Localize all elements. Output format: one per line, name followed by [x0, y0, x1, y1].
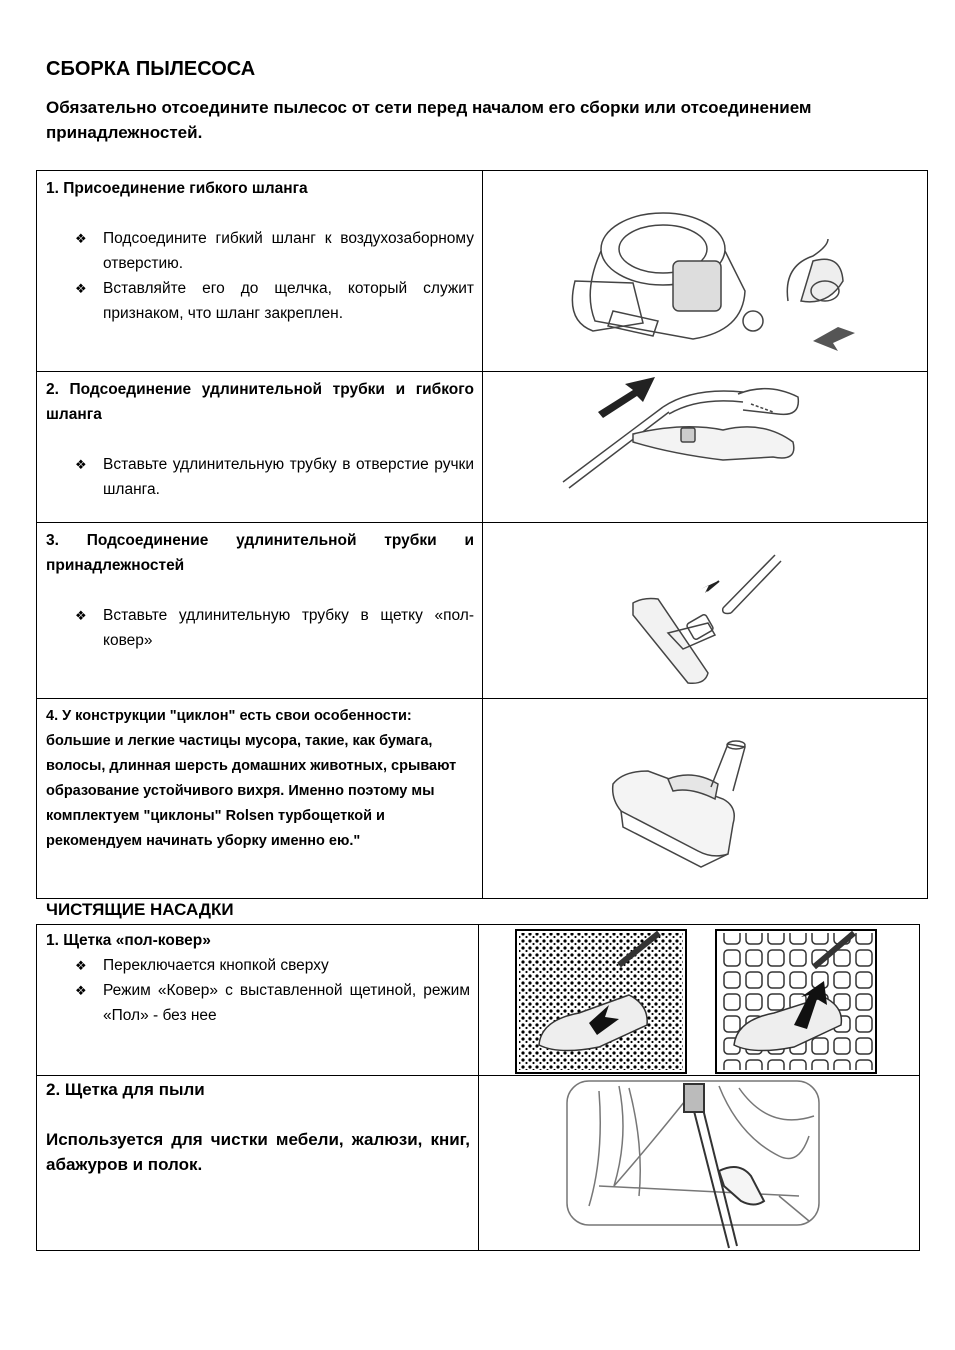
tube-brush-illustration: [483, 523, 928, 699]
nozzle-1-bullet-2: ❖ Режим «Ковер» с выставленной щетиной, режим «Пол» - без нее: [103, 978, 470, 1028]
vacuum-hose-illustration: [483, 171, 928, 372]
assembly-row-tube-brush: [37, 523, 928, 699]
step-3-bullet-1: ❖ Вставьте удлинительную трубку в щетку «пол-ковер»: [103, 603, 474, 653]
step-2-heading: 2. Подсоединение удлинительной трубки и гибкого шланга: [46, 381, 474, 423]
assembly-row-tube-hose: [37, 372, 928, 523]
floor-carpet-brush-illustration: [479, 925, 920, 1076]
dust-brush-illustration: [479, 1076, 920, 1251]
nozzles-section-title: ЧИСТЯЩИЕ НАСАДКИ: [46, 900, 234, 919]
nozzle-2-description: Используется для чистки мебели, жалюзи, книг, абажуров и полок.: [46, 1130, 470, 1174]
floor-mode-panel: [716, 930, 876, 1073]
nozzles-table: [36, 924, 920, 1251]
nozzle-1-bullet-1: ❖ Переключается кнопкой сверху: [103, 953, 470, 978]
carpet-mode-panel: [516, 930, 686, 1073]
turbo-brush-illustration: [483, 699, 928, 899]
step-3-heading: 3. Подсоединение удлинительной трубки и принадлежностей: [46, 532, 474, 574]
nozzle-2-heading: 2. Щетка для пыли: [46, 1080, 205, 1099]
step-1-bullet-2: ❖ Вставляйте его до щелчка, который служит признаком, что шланг закреплен.: [103, 276, 474, 326]
assembly-row-turbo-brush: [37, 699, 928, 899]
page-title: СБОРКА ПЫЛЕСОСА: [46, 58, 256, 80]
step-1-bullet-1: ❖ Подсоедините гибкий шланг к воздухозаборному отверстию.: [103, 226, 474, 276]
step-4-text: 4. У конструкции "циклон" есть свои особенности: большие и легкие частицы мусора, такие, как бумага, волосы, длинная шерсть домашних животных, срывают образование устойчивого вихря. Именно поэтому мы комплектуем "циклоны" Rolsen турбощеткой и рекомендуем начинать уборку именно ею.": [46, 708, 457, 849]
assembly-table: [36, 170, 928, 899]
nozzle-row-floor-carpet: [37, 925, 920, 1076]
nozzle-row-dust-brush: [37, 1076, 920, 1251]
tube-hose-illustration: [483, 372, 928, 523]
step-1-heading: 1. Присоединение гибкого шланга: [46, 180, 308, 197]
nozzle-1-heading: 1. Щетка «пол-ковер»: [46, 932, 211, 949]
safety-warning: Обязательно отсоедините пылесос от сети перед началом его сборки или отсоединением принадлежностей.: [46, 98, 812, 142]
assembly-row-hose: [37, 171, 928, 372]
step-2-bullet-1: ❖ Вставьте удлинительную трубку в отверстие ручки шланга.: [103, 452, 474, 502]
